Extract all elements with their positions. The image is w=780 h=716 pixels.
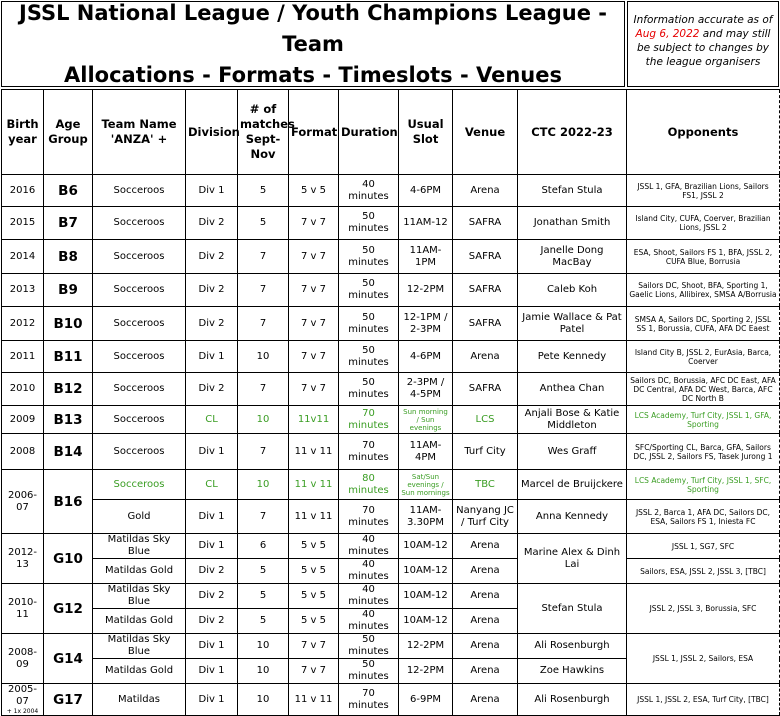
team-cell: Matildas (93, 684, 186, 716)
duration-cell: 50 minutes (339, 240, 399, 274)
table-row (2, 534, 780, 559)
col-format: Format (289, 90, 339, 175)
allocations-table (1, 89, 780, 716)
birth-year-note: + 1x 2004 (6, 708, 39, 715)
birth-year-cell: 2014 (2, 240, 44, 274)
opponents-cell: JSSL 1, JSSL 2, ESA, Turf City, [TBC] (627, 684, 780, 716)
table-row (2, 634, 780, 659)
birth-year-cell: 2011 (2, 341, 44, 373)
age-group-cell: B6 (44, 175, 93, 207)
col-matches: # of matches Sept-Nov (238, 90, 289, 175)
team-cell: Matildas Sky Blue (93, 584, 186, 609)
birth-year-cell (2, 684, 44, 716)
venue-cell: Arena (453, 634, 518, 659)
slot-cell: 6-9PM (399, 684, 453, 716)
team-cell: Socceroos (93, 434, 186, 470)
note-suffix: and may still be subject to changes by the league organisers (636, 28, 771, 68)
table-row (2, 470, 780, 500)
division-cell: Div 1 (186, 500, 238, 534)
team-cell: Matildas Gold (93, 609, 186, 634)
slot-cell: 12-1PM / 2-3PM (399, 307, 453, 341)
age-group-cell: B14 (44, 434, 93, 470)
duration-cell: 70 minutes (339, 434, 399, 470)
title-line-1: JSSL National League / Youth Champions League - Team (19, 0, 607, 56)
matches-cell: 7 (238, 274, 289, 307)
col-slot: Usual Slot (399, 90, 453, 175)
birth-year-cell: 2006-07 (2, 470, 44, 534)
duration-cell: 50 minutes (339, 274, 399, 307)
venue-cell: SAFRA (453, 240, 518, 274)
division-cell: Div 1 (186, 659, 238, 684)
ctc-cell: Wes Graff (518, 434, 627, 470)
team-cell: Gold (93, 500, 186, 534)
venue-cell: SAFRA (453, 373, 518, 406)
format-cell: 5 v 5 (289, 559, 339, 584)
age-group-cell: B9 (44, 274, 93, 307)
team-cell: Socceroos (93, 406, 186, 434)
ctc-cell: Ali Rosenburgh (518, 684, 627, 716)
venue-cell: Turf City (453, 434, 518, 470)
age-group-cell: G10 (44, 534, 93, 584)
duration-cell: 70 minutes (339, 684, 399, 716)
slot-cell: 10AM-12 (399, 534, 453, 559)
team-cell: Socceroos (93, 207, 186, 240)
format-cell: 7 v 7 (289, 207, 339, 240)
division-cell: Div 2 (186, 207, 238, 240)
age-group-cell: B10 (44, 307, 93, 341)
ctc-cell: Pete Kennedy (518, 341, 627, 373)
age-group-cell: B12 (44, 373, 93, 406)
duration-cell: 70 minutes (339, 406, 399, 434)
venue-cell: Nanyang JC / Turf City (453, 500, 518, 534)
age-group-cell: B8 (44, 240, 93, 274)
opponents-cell: Island City B, JSSL 2, EurAsia, Barca, Coerver (627, 341, 780, 373)
ctc-cell: Jamie Wallace & Pat Patel (518, 307, 627, 341)
team-cell: Socceroos (93, 470, 186, 500)
team-cell: Socceroos (93, 341, 186, 373)
slot-cell: 12-2PM (399, 274, 453, 307)
opponents-cell: JSSL 2, Barca 1, AFA DC, Sailors DC, ESA, Sailors FS 1, Iniesta FC (627, 500, 780, 534)
format-cell: 5 v 5 (289, 534, 339, 559)
age-group-cell: B13 (44, 406, 93, 434)
division-cell: Div 2 (186, 373, 238, 406)
ctc-cell: Anthea Chan (518, 373, 627, 406)
division-cell: CL (186, 406, 238, 434)
division-cell: CL (186, 470, 238, 500)
col-ctc: CTC 2022-23 (518, 90, 627, 175)
matches-cell: 7 (238, 434, 289, 470)
slot-cell: 11AM-12 (399, 207, 453, 240)
ctc-cell: Caleb Koh (518, 274, 627, 307)
page-header (0, 0, 780, 88)
duration-cell: 40 minutes (339, 559, 399, 584)
col-venue: Venue (453, 90, 518, 175)
team-cell: Socceroos (93, 240, 186, 274)
table-row (2, 684, 780, 716)
ctc-cell: Marcel de Bruijckere (518, 470, 627, 500)
matches-cell: 5 (238, 175, 289, 207)
slot-cell: 4-6PM (399, 341, 453, 373)
team-cell: Socceroos (93, 274, 186, 307)
table-row (2, 341, 780, 373)
division-cell: Div 1 (186, 434, 238, 470)
birth-year-cell: 2016 (2, 175, 44, 207)
slot-cell: Sat/Sun evenings / Sun mornings (399, 470, 453, 500)
venue-cell: Arena (453, 584, 518, 609)
duration-cell: 70 minutes (339, 500, 399, 534)
division-cell: Div 2 (186, 307, 238, 341)
division-cell: Div 1 (186, 634, 238, 659)
duration-cell: 40 minutes (339, 534, 399, 559)
matches-cell: 10 (238, 470, 289, 500)
division-cell: Div 1 (186, 684, 238, 716)
matches-cell: 7 (238, 307, 289, 341)
opponents-cell: LCS Academy, Turf City, JSSL 1, GFA, Sporting (627, 406, 780, 434)
ctc-cell: Anjali Bose & Katie Middleton (518, 406, 627, 434)
duration-cell: 50 minutes (339, 659, 399, 684)
slot-cell: 4-6PM (399, 175, 453, 207)
format-cell: 7 v 7 (289, 341, 339, 373)
ctc-cell: Ali Rosenburgh (518, 634, 627, 659)
format-cell: 5 v 5 (289, 609, 339, 634)
matches-cell: 10 (238, 659, 289, 684)
disclaimer-note (627, 1, 779, 87)
slot-cell: 11AM-3.30PM (399, 500, 453, 534)
format-cell: 7 v 7 (289, 659, 339, 684)
matches-cell: 5 (238, 559, 289, 584)
matches-cell: 7 (238, 500, 289, 534)
slot-cell: 12-2PM (399, 634, 453, 659)
division-cell: Div 1 (186, 341, 238, 373)
ctc-cell: Zoe Hawkins (518, 659, 627, 684)
opponents-cell: Sailors DC, Shoot, BFA, Sporting 1, Gaelic Lions, Allibirex, SMSA A/Borrusia (627, 274, 780, 307)
venue-cell: SAFRA (453, 307, 518, 341)
birth-year-value: 2005-07 (7, 684, 38, 707)
format-cell: 5 v 5 (289, 175, 339, 207)
matches-cell: 7 (238, 373, 289, 406)
division-cell: Div 1 (186, 534, 238, 559)
venue-cell: SAFRA (453, 274, 518, 307)
col-duration: Duration (339, 90, 399, 175)
col-opponents: Opponents (627, 90, 780, 175)
table-row (2, 307, 780, 341)
ctc-cell: Janelle Dong MacBay (518, 240, 627, 274)
team-cell: Matildas Gold (93, 659, 186, 684)
division-cell: Div 2 (186, 274, 238, 307)
matches-cell: 6 (238, 534, 289, 559)
slot-cell: 11AM-1PM (399, 240, 453, 274)
matches-cell: 10 (238, 634, 289, 659)
venue-cell: Arena (453, 659, 518, 684)
division-cell: Div 2 (186, 559, 238, 584)
matches-cell: 10 (238, 341, 289, 373)
table-row (2, 406, 780, 434)
slot-cell: 10AM-12 (399, 609, 453, 634)
table-row (2, 500, 780, 534)
format-cell: 7 v 7 (289, 240, 339, 274)
title-line-2: Allocations - Formats - Timeslots - Venues (64, 62, 562, 87)
col-team-name: Team Name 'ANZA' + (93, 90, 186, 175)
team-cell: Matildas Sky Blue (93, 534, 186, 559)
ctc-cell: Stefan Stula (518, 175, 627, 207)
table-row (2, 207, 780, 240)
table-row (2, 373, 780, 406)
age-group-cell: G14 (44, 634, 93, 684)
team-cell: Matildas Sky Blue (93, 634, 186, 659)
format-cell: 11 v 11 (289, 500, 339, 534)
opponents-cell: JSSL 1, JSSL 2, Sailors, ESA (627, 634, 780, 684)
slot-cell: 10AM-12 (399, 559, 453, 584)
matches-cell: 5 (238, 609, 289, 634)
division-cell: Div 1 (186, 175, 238, 207)
opponents-cell: Island City, CUFA, Coerver, Brazilian Lions, JSSL 2 (627, 207, 780, 240)
opponents-cell: ESA, Shoot, Sailors FS 1, BFA, JSSL 2, CUFA Blue, Borrusia (627, 240, 780, 274)
slot-cell: 11AM-4PM (399, 434, 453, 470)
duration-cell: 80 minutes (339, 470, 399, 500)
matches-cell: 5 (238, 584, 289, 609)
venue-cell: Arena (453, 341, 518, 373)
note-date: Aug 6, 2022 (635, 28, 700, 40)
table-row (2, 559, 780, 584)
opponents-cell: JSSL 2, JSSL 3, Borussia, SFC (627, 584, 780, 634)
ctc-cell: Anna Kennedy (518, 500, 627, 534)
table-row (2, 274, 780, 307)
birth-year-cell: 2010 (2, 373, 44, 406)
table-row (2, 175, 780, 207)
birth-year-cell: 2012-13 (2, 534, 44, 584)
table-row (2, 240, 780, 274)
format-cell: 7 v 7 (289, 634, 339, 659)
birth-year-cell: 2013 (2, 274, 44, 307)
ctc-cell: Stefan Stula (518, 584, 627, 634)
note-prefix: Information accurate as of (633, 14, 773, 26)
format-cell: 11 v 11 (289, 434, 339, 470)
division-cell: Div 2 (186, 584, 238, 609)
division-cell: Div 2 (186, 240, 238, 274)
slot-cell: 12-2PM (399, 659, 453, 684)
age-group-cell: G17 (44, 684, 93, 716)
slot-cell: 2-3PM / 4-5PM (399, 373, 453, 406)
format-cell: 7 v 7 (289, 307, 339, 341)
slot-cell: Sun morning / Sun evenings (399, 406, 453, 434)
birth-year-cell: 2010-11 (2, 584, 44, 634)
opponents-cell: JSSL 1, SG7, SFC (627, 534, 780, 559)
age-group-cell: B16 (44, 470, 93, 534)
duration-cell: 50 minutes (339, 634, 399, 659)
duration-cell: 40 minutes (339, 175, 399, 207)
team-cell: Socceroos (93, 175, 186, 207)
format-cell: 11 v 11 (289, 470, 339, 500)
table-row (2, 434, 780, 470)
birth-year-cell: 2008 (2, 434, 44, 470)
matches-cell: 10 (238, 406, 289, 434)
col-division: Division (186, 90, 238, 175)
venue-cell: SAFRA (453, 207, 518, 240)
venue-cell: TBC (453, 470, 518, 500)
table-header-row (2, 90, 780, 175)
page-title (2, 0, 624, 91)
opponents-cell: SFC/Sporting CL, Barca, GFA, Sailors DC, JSSL 2, Sailors FS, Tasek Jurong 1 (627, 434, 780, 470)
birth-year-cell: 2015 (2, 207, 44, 240)
duration-cell: 50 minutes (339, 341, 399, 373)
birth-year-cell: 2012 (2, 307, 44, 341)
venue-cell: Arena (453, 684, 518, 716)
format-cell: 7 v 7 (289, 274, 339, 307)
col-age-group: Age Group (44, 90, 93, 175)
opponents-cell: JSSL 1, GFA, Brazilian Lions, Sailors FS1, JSSL 2 (627, 175, 780, 207)
format-cell: 7 v 7 (289, 373, 339, 406)
opponents-cell: Sailors DC, Borussia, AFC DC East, AFA DC Central, AFA DC West, Barca, AFC DC North B (627, 373, 780, 406)
format-cell: 5 v 5 (289, 584, 339, 609)
age-group-cell: B11 (44, 341, 93, 373)
duration-cell: 50 minutes (339, 307, 399, 341)
opponents-cell: Sailors, ESA, JSSL 2, JSSL 3, [TBC] (627, 559, 780, 584)
birth-year-cell: 2008-09 (2, 634, 44, 684)
matches-cell: 7 (238, 240, 289, 274)
table-row (2, 584, 780, 609)
team-cell: Socceroos (93, 307, 186, 341)
col-birth-year: Birth year (2, 90, 44, 175)
ctc-cell: Jonathan Smith (518, 207, 627, 240)
venue-cell: LCS (453, 406, 518, 434)
team-cell: Matildas Gold (93, 559, 186, 584)
team-cell: Socceroos (93, 373, 186, 406)
venue-cell: Arena (453, 534, 518, 559)
division-cell: Div 2 (186, 609, 238, 634)
age-group-cell: B7 (44, 207, 93, 240)
duration-cell: 50 minutes (339, 207, 399, 240)
matches-cell: 10 (238, 684, 289, 716)
title-box (1, 1, 625, 87)
slot-cell: 10AM-12 (399, 584, 453, 609)
format-cell: 11v11 (289, 406, 339, 434)
duration-cell: 50 minutes (339, 373, 399, 406)
format-cell: 11 v 11 (289, 684, 339, 716)
opponents-cell: SMSA A, Sailors DC, Sporting 2, JSSL SS 1, Borussia, CUFA, AFA DC Eaest (627, 307, 780, 341)
matches-cell: 5 (238, 207, 289, 240)
venue-cell: Arena (453, 559, 518, 584)
age-group-cell: G12 (44, 584, 93, 634)
venue-cell: Arena (453, 175, 518, 207)
ctc-cell: Marine Alex & Dinh Lai (518, 534, 627, 584)
duration-cell: 40 minutes (339, 584, 399, 609)
opponents-cell: LCS Academy, Turf City, JSSL 1, SFC, Sporting (627, 470, 780, 500)
duration-cell: 40 minutes (339, 609, 399, 634)
birth-year-cell: 2009 (2, 406, 44, 434)
venue-cell: Arena (453, 609, 518, 634)
